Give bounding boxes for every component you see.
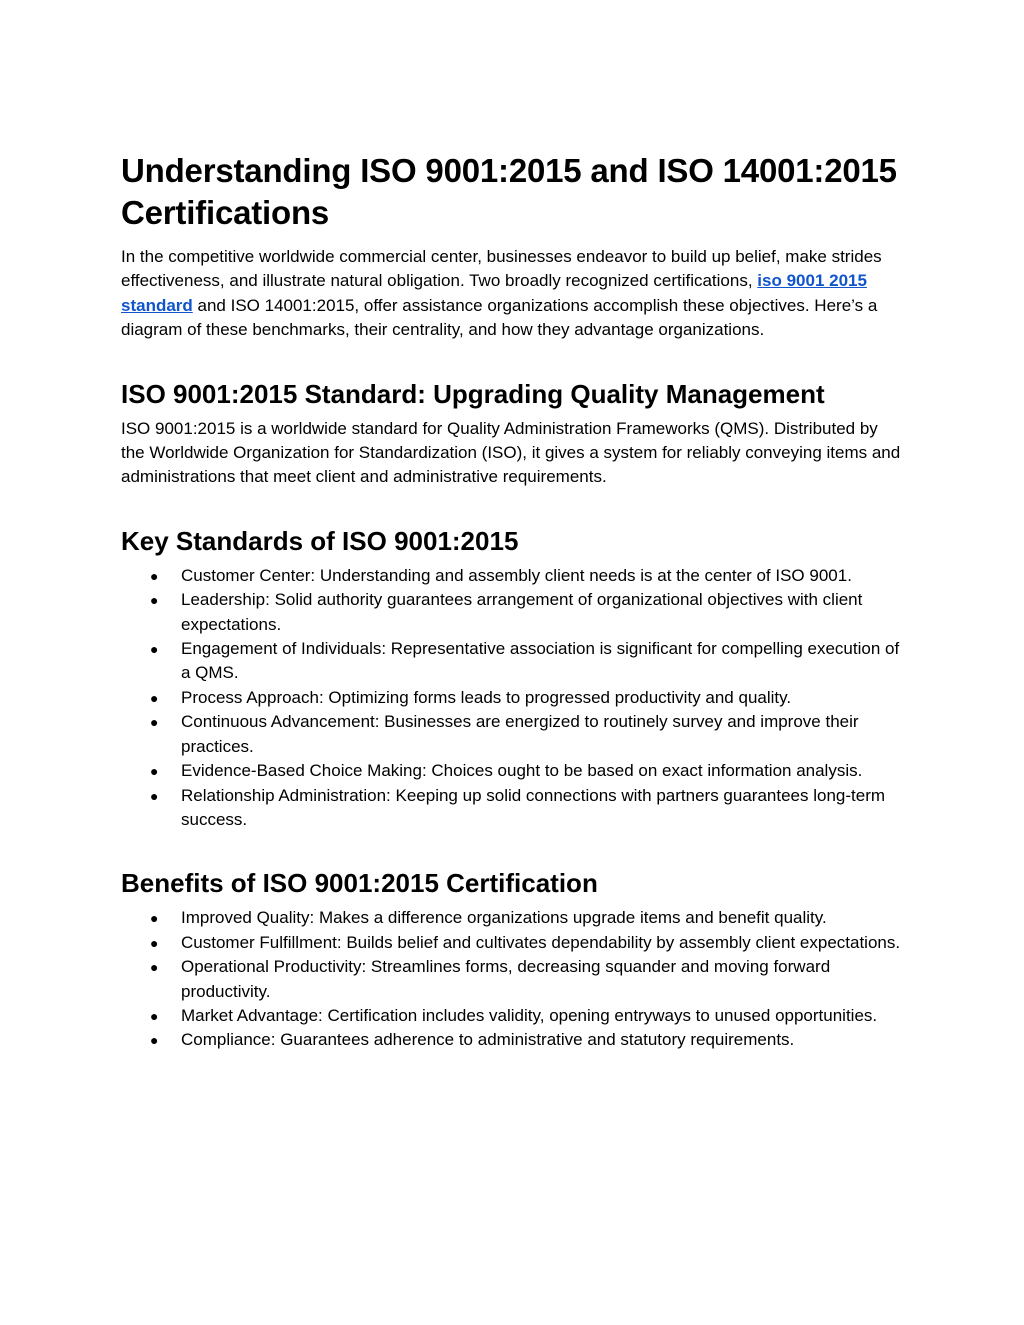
iso-9001-standard-link[interactable]: iso 9001 2015 standard — [121, 271, 867, 315]
bullet-icon: ● — [150, 763, 159, 780]
intro-paragraph — [121, 245, 901, 343]
section-heading-key-standards: Key Standards of ISO 9001:2015 — [121, 525, 519, 556]
intro-text-after-link: and ISO 14001:2015, offer assistance organizations accomplish these objectives. Here’s a diagram of these benchmarks, their centrality, and how they advantage organizations. — [121, 295, 878, 340]
bullet-icon: ● — [150, 592, 159, 609]
list-item — [121, 931, 901, 955]
list-item — [121, 710, 901, 759]
list-item-text: Improved Quality: Makes a difference organizations upgrade items and benefit quality. — [181, 908, 827, 928]
list-item — [121, 686, 901, 710]
section-heading-iso9001-standard: ISO 9001:2015 Standard: Upgrading Quality Management — [121, 378, 825, 409]
page-title: Understanding ISO 9001:2015 and ISO 14001:2015 Certifications — [121, 152, 897, 231]
list-item-text: Customer Fulfillment: Builds belief and cultivates dependability by assembly client expectations. — [181, 932, 901, 952]
list-item-text: Engagement of Individuals: Representative association is significant for compelling execution of a QMS. — [181, 639, 900, 683]
list-item — [121, 1004, 901, 1028]
list-item — [121, 906, 901, 930]
list-item-text: Customer Center: Understanding and assembly client needs is at the center of ISO 9001. — [181, 565, 852, 585]
bullet-icon: ● — [150, 689, 159, 706]
list-item — [121, 637, 901, 686]
section-heading-benefits: Benefits of ISO 9001:2015 Certification — [121, 868, 598, 899]
list-item-text: Evidence-Based Choice Making: Choices ought to be based on exact information analysis. — [181, 761, 863, 781]
bullet-icon: ● — [150, 959, 159, 976]
document-page — [121, 150, 901, 1053]
bullet-icon: ● — [150, 910, 159, 927]
bullet-icon: ● — [150, 641, 159, 658]
iso9001-description: ISO 9001:2015 is a worldwide standard for Quality Administration Frameworks (QMS). Distributed by the Worldwide Organization for Standardization (ISO), it gives a system for reliably conveying items and administrations that meet client and administrative requirements. — [121, 418, 901, 487]
bullet-icon: ● — [150, 934, 159, 951]
bullet-icon: ● — [150, 1032, 159, 1049]
benefits-list — [121, 906, 901, 1052]
list-item-text: Process Approach: Optimizing forms leads to progressed productivity and quality. — [181, 687, 792, 707]
bullet-icon: ● — [150, 567, 159, 584]
list-item-text: Continuous Advancement: Businesses are energized to routinely survey and improve their practices. — [181, 712, 859, 756]
bullet-icon: ● — [150, 787, 159, 804]
list-item — [121, 955, 901, 1004]
bullet-icon: ● — [150, 1007, 159, 1024]
intro-text-before-link: In the competitive worldwide commercial center, businesses endeavor to build up belief, make strides effectiveness, and illustrate natural obligation. Two broadly recognized certifications, — [121, 247, 882, 291]
list-item-text: Leadership: Solid authority guarantees arrangement of organizational objectives with client expectations. — [181, 590, 863, 634]
list-item — [121, 1028, 901, 1052]
list-item — [121, 564, 901, 588]
list-item-text: Relationship Administration: Keeping up solid connections with partners guarantees long-term success. — [181, 785, 886, 829]
key-standards-list — [121, 564, 901, 832]
list-item-text: Market Advantage: Certification includes validity, opening entryways to unused opportunities. — [181, 1005, 878, 1025]
list-item — [121, 588, 901, 637]
list-item-text: Operational Productivity: Streamlines forms, decreasing squander and moving forward productivity. — [181, 957, 831, 1001]
list-item-text: Compliance: Guarantees adherence to administrative and statutory requirements. — [181, 1030, 795, 1050]
bullet-icon: ● — [150, 714, 159, 731]
list-item — [121, 759, 901, 783]
list-item — [121, 784, 901, 833]
